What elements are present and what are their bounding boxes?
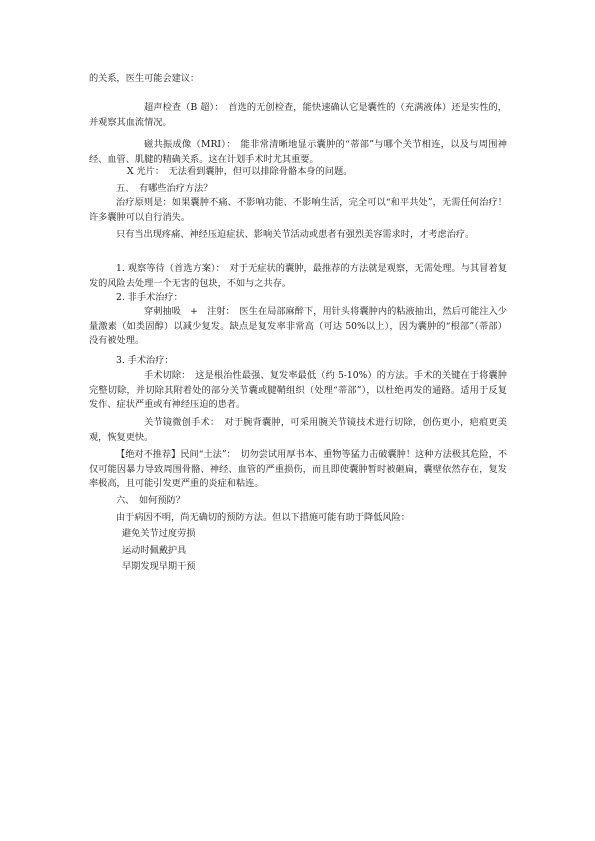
surgical-heading: 3. 手术治疗：	[116, 355, 174, 366]
treatment-principle-paragraph: 治疗原则是：如果囊肿不痛、不影响功能、不影响生活，完全可以“和平共处”，无需任何治疗！ 许多囊肿可以自行消失。	[89, 197, 517, 223]
excision-paragraph: 手术切除： 这是根治性最强、复发率最低（约 5-10%）的方法。手术的关键在于将囊肿完整切除，并切除其附着处的部分关节囊或腱鞘组织（处理“蒂部”），以杜绝再发的通路。适用于反复发作、症状严重或有神经压迫的患者。	[89, 370, 507, 411]
treatment-condition-paragraph: 只有当出现疼痛、神经压迫症状、影响关节活动或患者有强烈美容需求时，才考虑治疗。	[116, 229, 475, 240]
mri-paragraph: 磁共振成像（MRI）： 能非常清晰地显示囊肿的“蒂部”与哪个关节相连，以及与周围神经、血管、肌腱的精确关系。这在计划手术时尤其重要。	[89, 139, 507, 165]
prevention-intro: 由于病因不明，尚无确切的预防方法。但以下措施可能有助于降低风险：	[116, 512, 410, 523]
section-6-heading: 六、 如何预防？	[116, 495, 185, 506]
xray-paragraph: X 光片： 无法看到囊肿，但可以排除骨骼本身的问题。	[127, 166, 353, 177]
list-item: 运动时佩戴护具	[122, 545, 187, 556]
warning-paragraph: 【绝对不推荐】民间“土法”： 切勿尝试用厚书本、重物等猛力击破囊肿！这种方法极其危险，不仅可能因暴力导致周围骨骼、神经、血管的严重损伤，而且即使囊肿暂时被砸扁，囊壁依然存在，复发率极高，且可能引发更严重的炎症和粘连。	[89, 449, 507, 490]
section-5-heading: 五、 有哪些治疗方法？	[116, 183, 213, 194]
observation-paragraph: 1. 观察等待（首选方案）： 对于无症状的囊肿，最推荐的方法就是观察，无需处理。与其冒着复发的风险去处理一个无害的包块，不如与之共存。	[89, 263, 507, 289]
ultrasound-paragraph: 超声检查（B 超）： 首选的无创检查，能快速确认它是囊性的（充满液体）还是实性的，并观察其血流情况。	[89, 102, 507, 128]
lead-in-text: 的关系，医生可能会建议：	[89, 73, 200, 84]
arthroscopy-paragraph: 关节镜微创手术： 对于腕背囊肿，可采用腕关节镜技术进行切除，创伤更小，疤痕更美观，恢复更快。	[89, 417, 507, 443]
aspiration-paragraph: 穿刺抽吸 + 注射： 医生在局部麻醉下，用针头将囊肿内的粘液抽出，然后可能注入少量激素（如类固醇）以减少复发。缺点是复发率非常高（可达 50%以上），因为囊肿的“根部”（蒂部）没有被处理。	[89, 306, 507, 347]
list-item: 早期发现早期干预	[122, 561, 196, 572]
nonsurgical-heading: 2. 非手术治疗：	[116, 292, 183, 303]
list-item: 避免关节过度劳损	[122, 528, 196, 539]
